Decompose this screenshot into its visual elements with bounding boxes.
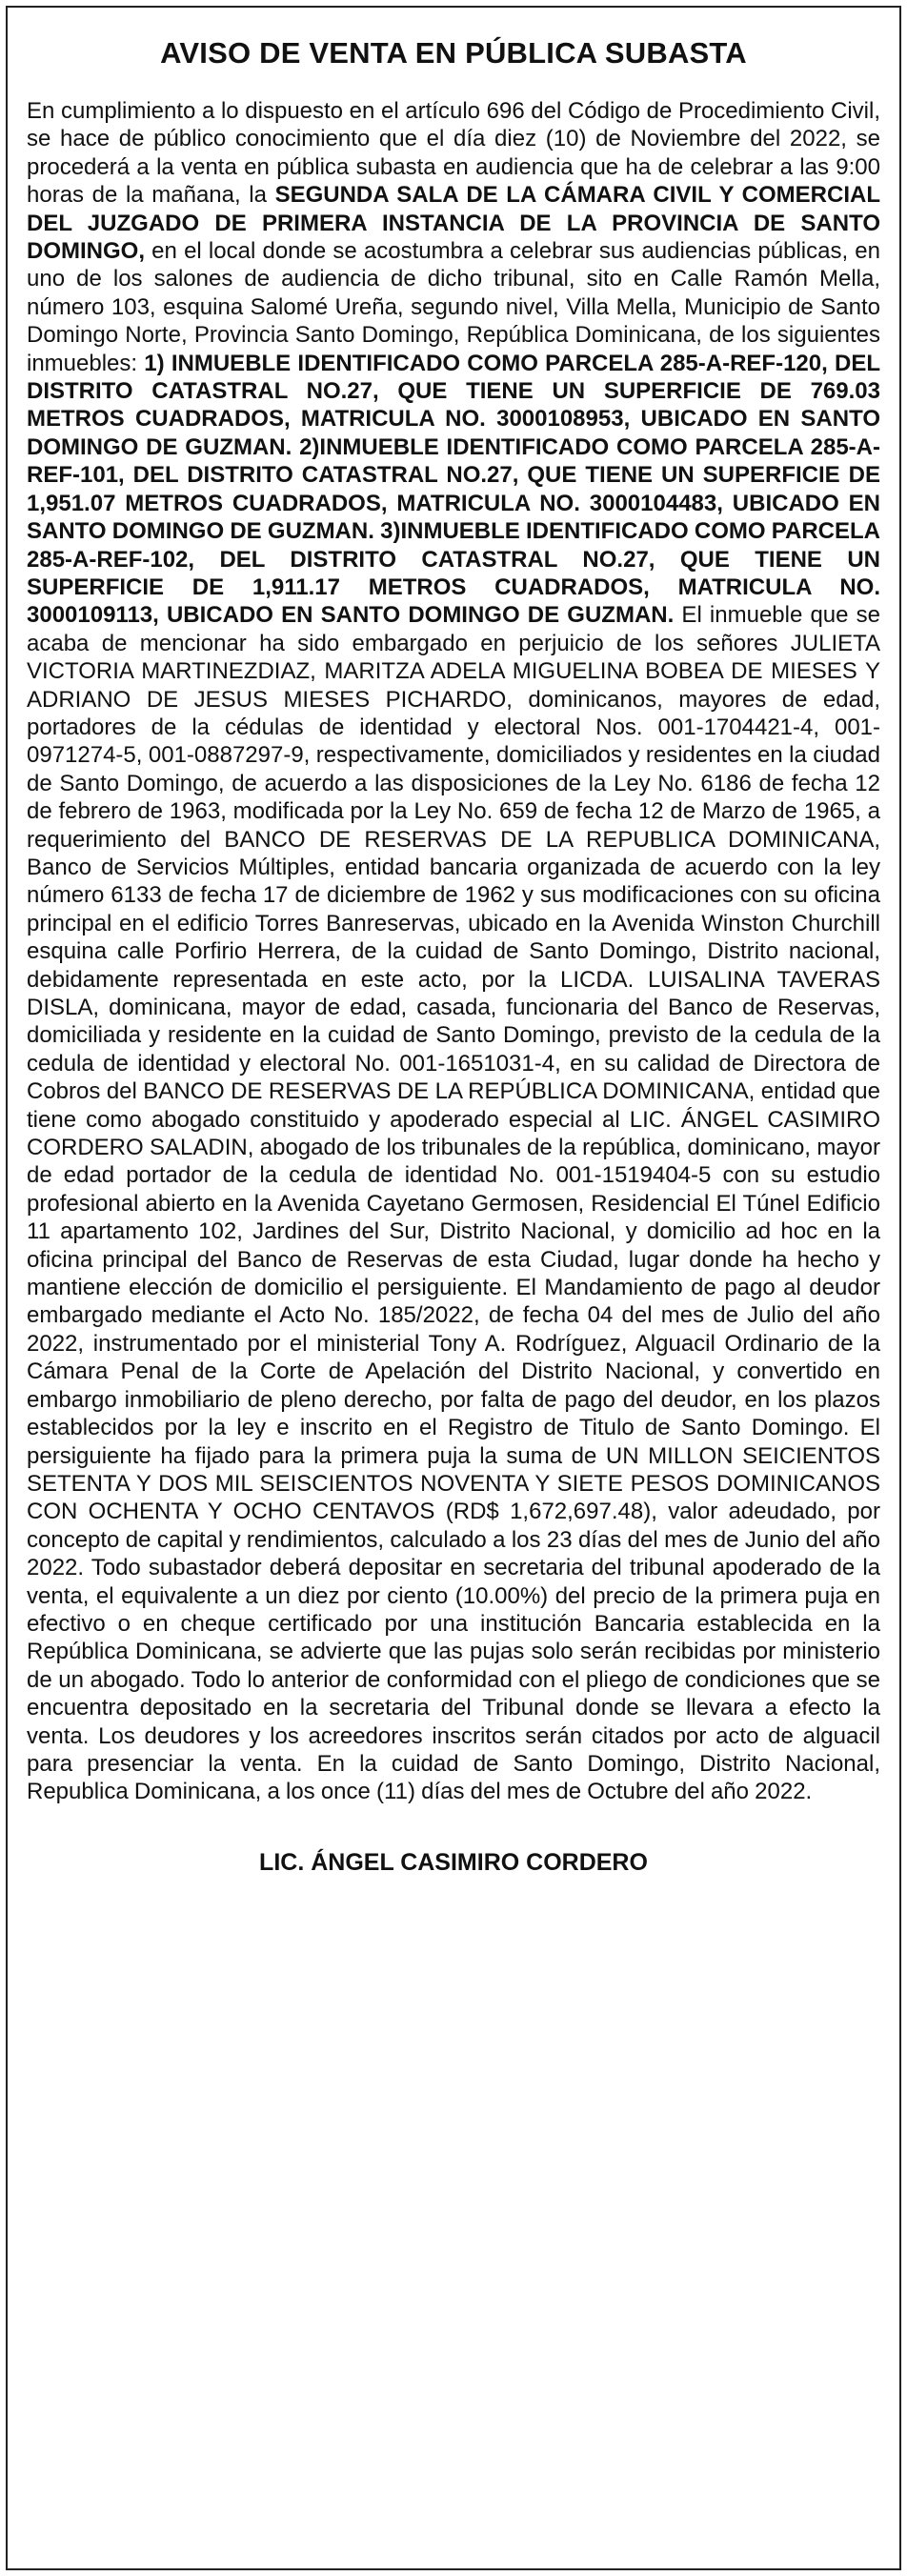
body-segment-location: en el local donde se acostumbra a celebrar sus audiencias públicas, en uno de los salones de audiencia de dicho tribunal, sito en Calle Ramón Mella, número 103, esquina Salomé Ureña, segundo nivel, Villa Mella, Municipio de Santo Domingo Norte, Provincia Santo Domingo, República Dominicana, de los siguientes inmuebles:: [27, 238, 880, 376]
body-segment-properties: 1) INMUEBLE IDENTIFICADO COMO PARCELA 285-A-REF-120, DEL DISTRITO CATASTRAL NO.27, QUE TIENE UN SUPERFICIE DE 769.03 METROS CUADRADOS, MATRICULA NO. 3000108953, UBICADO EN SANTO DOMINGO DE GUZMAN. 2)INMUEBLE IDENTIFICADO COMO PARCELA 285-A-REF-101, DEL DISTRITO CATASTRAL NO.27, QUE TIENE UN SUPERFICIE DE 1,951.07 METROS CUADRADOS, MATRICULA NO. 3000104483, UBICADO EN SANTO DOMINGO DE GUZMAN. 3)INMUEBLE IDENTIFICADO COMO PARCELA 285-A-REF-102, DEL DISTRITO CATASTRAL NO.27, QUE TIENE UN SUPERFICIE DE 1,911.17 METROS CUADRADOS, MATRICULA NO. 3000109113, UBICADO EN SANTO DOMINGO DE GUZMAN.: [27, 350, 880, 629]
notice-body: [27, 97, 880, 1806]
legal-notice: [6, 6, 901, 2570]
body-segment-intro: En cumplimiento a lo dispuesto en el artículo 696 del Código de Procedimiento Civil, se hace de público conocimiento que el día diez (10) de Noviembre del 2022, se procederá a la venta en pública subasta en audiencia que ha de celebrar a las 9:00 horas de la mañana, la: [27, 98, 880, 209]
body-segment-court: SEGUNDA SALA DE LA CÁMARA CIVIL Y COMERCIAL DEL JUZGADO DE PRIMERA INSTANCIA DE LA PROVINCIA DE SANTO DOMINGO,: [27, 182, 880, 265]
body-segment-details: El inmueble que se acaba de mencionar ha sido embargado en perjuicio de los señores JULIETA VICTORIA MARTINEZDIAZ, MARITZA ADELA MIGUELINA BOBEA DE MIESES Y ADRIANO DE JESUS MIESES PICHARDO, dominicanos, mayores de edad, portadores de la cédulas de identidad y electoral Nos. 001-1704421-4, 001-0971274-5, 001-0887297-9, respectivamente, domiciliados y residentes en la ciudad de Santo Domingo, de acuerdo a las disposiciones de la Ley No. 6186 de fecha 12 de febrero de 1963, modificada por la Ley No. 659 de fecha 12 de Marzo de 1965, a requerimiento del BANCO DE RESERVAS DE LA REPUBLICA DOMINICANA, Banco de Servicios Múltiples, entidad bancaria organizada de acuerdo con la ley número 6133 de fecha 17 de diciembre de 1962 y sus modificaciones con su oficina principal en el edificio Torres Banreservas, ubicado en la Avenida Winston Churchill esquina calle Porfirio Herrera, de la cuidad de Santo Domingo, Distrito nacional, debidamente representada en este acto, por la LICDA. LUISALINA TAVERAS DISLA, dominicana, mayor de edad, casada, funcionaria del Banco de Reservas, domiciliada y residente en la cuidad de Santo Domingo, previsto de la cedula de la cedula de identidad y electoral No. 001-1651031-4, en su calidad de Directora de Cobros del BANCO DE RESERVAS DE LA REPÚBLICA DOMINICANA, entidad que tiene como abogado constituido y apoderado especial al LIC. ÁNGEL CASIMIRO CORDERO SALADIN, abogado de los tribunales de la república, dominicano, mayor de edad portador de la cedula de identidad No. 001-1519404-5 con su estudio profesional abierto en la Avenida Cayetano Germosen, Residencial El Túnel Edificio 11 apartamento 102, Jardines del Sur, Distrito Nacional, y domicilio ad hoc en la oficina principal del Banco de Reservas de esta Ciudad, lugar donde ha hecho y mantiene elección de domicilio el persiguiente. El Mandamiento de pago al deudor embargado mediante el Acto No. 185/2022, de fecha 04 del mes de Julio del año 2022, instrumentado por el ministerial Tony A. Rodríguez, Alguacil Ordinario de la Cámara Penal de la Corte de Apelación del Distrito Nacional, y convertido en embargo inmobiliario de pleno derecho, por falta de pago del deudor, en los plazos establecidos por la ley e inscrito en el Registro de Titulo de Santo Domingo. El persiguiente ha fijado para la primera puja la suma de UN MILLON SEICIENTOS SETENTA Y DOS MIL SEISCIENTOS NOVENTA Y SIETE PESOS DOMINICANOS CON OCHENTA Y OCHO CENTAVOS (RD$ 1,672,697.48), valor adeudado, por concepto de capital y rendimientos, calculado a los 23 días del mes de Junio del año 2022. Todo subastador deberá depositar en secretaria del tribunal apoderado de la venta, el equivalente a un diez por ciento (10.00%) del precio de la primera puja en efectivo o en cheque certificado por una institución Bancaria establecida en la República Dominicana, se advierte que las pujas solo serán recibidas por ministerio de un abogado. Todo lo anterior de conformidad con el pliego de condiciones que se encuentra depositado en la secretaria del Tribunal donde se llevara a efecto la venta. Los deudores y los acreedores inscritos serán citados por acto de alguacil para presenciar la venta. En la cuidad de Santo Domingo, Distrito Nacional, Republica Dominicana, a los once (11) días del mes de Octubre del año 2022.: [27, 602, 881, 1805]
notice-title: AVISO DE VENTA EN PÚBLICA SUBASTA: [160, 36, 747, 70]
signature: LIC. ÁNGEL CASIMIRO CORDERO: [259, 1848, 648, 1876]
